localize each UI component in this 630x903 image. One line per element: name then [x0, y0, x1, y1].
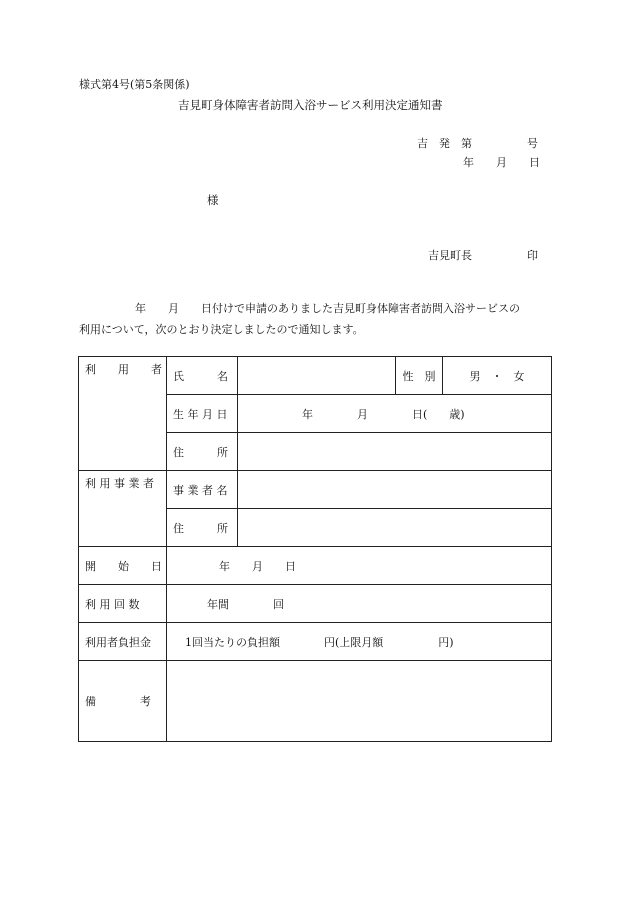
body-text-line-2: 利用について，次のとおり決定しましたので通知します。 [79, 323, 364, 336]
user-address-label: 住 所 [167, 433, 238, 471]
provider-address-field[interactable] [238, 509, 552, 547]
start-date-label: 開 始 日 [79, 547, 167, 585]
provider-name-label: 事 業 者 名 [167, 471, 238, 509]
name-field[interactable] [238, 357, 396, 395]
start-date-field[interactable]: 年 月 日 [167, 547, 552, 585]
table-row [79, 585, 552, 623]
form-number: 様式第4号(第5条関係) [79, 78, 190, 91]
provider-name-field[interactable] [238, 471, 552, 509]
gender-options[interactable]: 男 ・ 女 [443, 357, 552, 395]
remarks-field[interactable] [167, 661, 552, 742]
table-row [79, 623, 552, 661]
table-row [79, 471, 552, 509]
table-row [79, 547, 552, 585]
name-label: 氏 名 [167, 357, 238, 395]
document-title: 吉見町身体障害者訪問入浴サービス利用決定通知書 [178, 98, 443, 112]
dob-field[interactable]: 年 月 日( 歳) [238, 395, 552, 433]
issuer-line: 吉見町長 印 [428, 249, 538, 262]
table-row [79, 661, 552, 742]
gender-label: 性 別 [396, 357, 443, 395]
table-row [79, 357, 552, 395]
usage-count-label: 利 用 回 数 [79, 585, 167, 623]
remarks-label: 備 考 [79, 661, 167, 742]
dob-label: 生 年 月 日 [167, 395, 238, 433]
provider-address-label: 住 所 [167, 509, 238, 547]
usage-count-field[interactable]: 年間 回 [167, 585, 552, 623]
provider-section-header: 利 用 事 業 者 [79, 471, 167, 547]
body-text-line-1: 年 月 日付けで申請のありました吉見町身体障害者訪問入浴サービスの [135, 302, 520, 315]
decision-form-table [78, 356, 552, 742]
burden-field[interactable]: 1回当たりの負担額 円(上限月額 円) [167, 623, 552, 661]
burden-label: 利用者負担金 [79, 623, 167, 661]
user-address-field[interactable] [238, 433, 552, 471]
document-number-line: 吉 発 第 号 [417, 137, 538, 150]
document-date-line: 年 月 日 [463, 156, 540, 169]
user-section-header: 利 用 者 [79, 357, 167, 471]
addressee-honorific: 様 [207, 193, 219, 207]
